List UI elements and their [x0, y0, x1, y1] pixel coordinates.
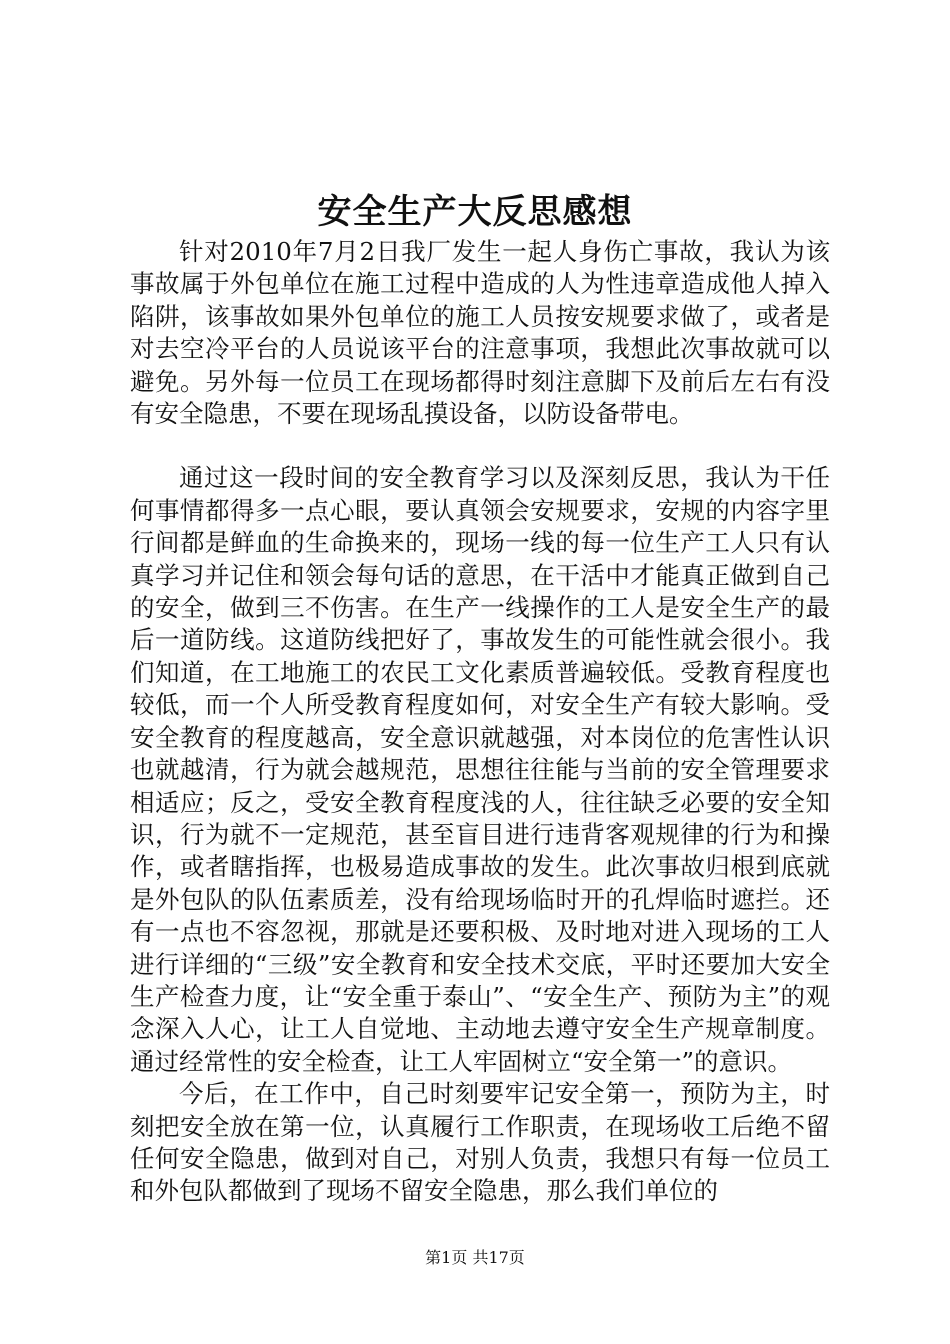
- document-body: [130, 236, 830, 1208]
- page-footer: 第1页 共17页: [425, 1248, 525, 1267]
- paragraph-3: 今后，在工作中，自己时刻要牢记安全第一，预防为主，时刻把安全放在第一位，认真履行工作职责，在现场收工后绝不留任何安全隐患，做到对自己，对别人负责，我想只有每一位员工和外包队都做到了现场不留安全隐患，那么我们单位的: [130, 1079, 830, 1206]
- paragraph-1: 针对2010年7月2日我厂发生一起人身伤亡事故，我认为该事故属于外包单位在施工过程中造成的人为性违章造成他人掉入陷阱，该事故如果外包单位的施工人员按安规要求做了，或者是对去空冷平台的人员说该平台的注意事项，我想此次事故就可以避免。另外每一位员工在现场都得时刻注意脚下及前后左右有没有安全隐患，不要在现场乱摸设备，以防设备带电。: [130, 237, 830, 429]
- paragraph-2: 通过这一段时间的安全教育学习以及深刻反思，我认为干任何事情都得多一点心眼，要认真领会安规要求，安规的内容字里行间都是鲜血的生命换来的，现场一线的每一位生产工人只有认真学习并记住和领会每句话的意思，在干活中才能真正做到自己的安全，做到三不伤害。在生产一线操作的工人是安全生产的最后一道防线。这道防线把好了，事故发生的可能性就会很小。我们知道，在工地施工的农民工文化素质普遍较低。受教育程度也较低，而一个人所受教育程度如何，对安全生产有较大影响。受安全教育的程度越高，安全意识就越强，对本岗位的危害性认识也就越清，行为就会越规范，思想往往能与当前的安全管理要求相适应；反之，受安全教育程度浅的人，往往缺乏必要的安全知识，行为就不一定规范，甚至盲目进行违背客观规律的行为和操作，或者瞎指挥，也极易造成事故的发生。此次事故归根到底就是外包队的队伍素质差，没有给现场临时开的孔焊临时遮拦。还有一点也不容忽视，那就是还要积极、及时地对进入现场的工人进行详细的“三级”安全教育和安全技术交底，平时还要加大安全生产检查力度，让“安全重于泰山”、“安全生产、预防为主”的观念深入人心，让工人自觉地、主动地去遵守安全生产规章制度。通过经常性的安全检查，让工人牢固树立“安全第一”的意识。: [130, 463, 830, 1076]
- document-title: 安全生产大反思感想: [317, 192, 633, 232]
